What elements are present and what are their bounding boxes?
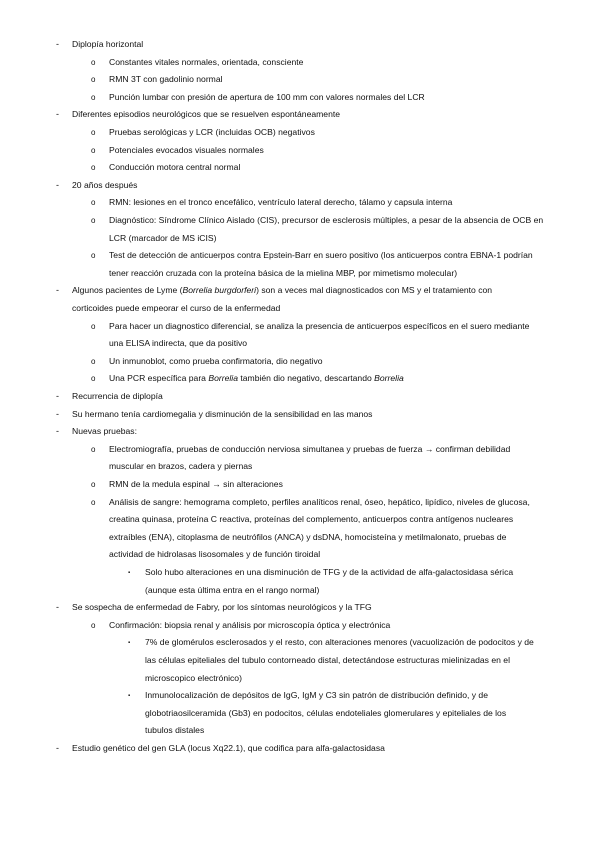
- text-run: microscopico electrónico): [145, 672, 242, 683]
- list-item-line: [109, 74, 223, 85]
- list-item-line: [72, 109, 340, 120]
- list-item-line: [109, 215, 543, 226]
- list-item-line: [109, 497, 530, 508]
- bullet-circle-icon: o: [91, 198, 96, 208]
- italic-text-run: Borrelia: [374, 373, 404, 384]
- list-item-line: [109, 338, 247, 349]
- bullet-square-icon: ▪: [128, 570, 131, 576]
- text-run: Punción lumbar con presión de apertura de 100 mm con valores normales del LCR: [109, 91, 425, 102]
- text-run: Estudio genético del gen GLA (locus Xq22.1), que codifica para alfa-galactosidasa: [72, 743, 385, 753]
- text-run: corticoides puede empeorar el curso de la enfermedad: [72, 303, 281, 313]
- text-run: Su hermano tenía cardiomegalia y disminución de la sensibilidad en las manos: [72, 408, 373, 419]
- list-item-line: [109, 356, 323, 367]
- list-item-line: [109, 250, 533, 261]
- text-run: RMN 3T con gadolinio normal: [109, 74, 223, 85]
- list-item-line: [109, 268, 457, 279]
- list-item-line: [109, 373, 404, 384]
- text-run: extraíbles (ENA), citoplasma de neutrófilos (ANCA) y dsDNA, homocisteína y metilmalonato, pruebas de: [109, 531, 507, 542]
- text-run: Para hacer un diagnostico diferencial, se analiza la presencia de anticuerpos específicos en el suero mediante: [109, 320, 530, 331]
- bullet-circle-icon: o: [91, 444, 96, 454]
- list-item-line: [72, 180, 137, 191]
- bullet-circle-icon: o: [91, 321, 96, 331]
- text-run: muscular en brazos, cadera y piernas: [109, 461, 253, 472]
- list-item-line: [109, 444, 510, 455]
- text-run: 20 años después: [72, 179, 138, 190]
- list-item-line: [145, 655, 510, 666]
- list-item-line: [109, 321, 529, 332]
- bullet-dash-icon: -: [56, 179, 59, 190]
- text-run: Un inmunoblot, como prueba confirmatoria, dio negativo: [109, 355, 323, 366]
- list-item-line: [145, 690, 488, 701]
- bullet-dash-icon: -: [56, 39, 59, 49]
- text-run: ) son a veces mal diagnosticados con MS y el tratamiento con: [256, 285, 493, 296]
- text-run: Potenciales evocados visuales normales: [109, 144, 264, 155]
- text-run: también dio negativo, descartando: [237, 373, 375, 384]
- bullet-dash-icon: -: [56, 285, 59, 296]
- text-run: Una PCR específica para: [109, 373, 209, 384]
- bullet-circle-icon: o: [91, 251, 96, 261]
- text-run: (aunque esta última entra en el rango normal): [145, 584, 320, 595]
- list-item-line: [109, 461, 252, 472]
- bullet-circle-icon: o: [91, 92, 96, 102]
- text-run: tubulos distales: [145, 725, 205, 736]
- text-run: Confirmación: biopsia renal y análisis por microscopía óptica y electrónica: [109, 619, 391, 630]
- bullet-square-icon: ▪: [128, 640, 131, 647]
- text-run: Solo hubo alteraciones en una disminución de TFG y de la actividad de alfa-galactosidasa sérica: [145, 567, 514, 577]
- list-item-line: [109, 162, 240, 173]
- list-item-line: [72, 39, 143, 50]
- text-run: las células epiteliales del tubulo contorneado distal, detectándose estructuras mielinizadas en el: [145, 655, 510, 665]
- bullet-circle-icon: o: [91, 497, 96, 507]
- text-run: Análisis de sangre: hemograma completo, perfiles analíticos renal, óseo, hepático, lipídico, niveles de glucosa,: [109, 496, 530, 507]
- list-item-line: [109, 532, 506, 543]
- list-item-line: [145, 585, 319, 596]
- text-run: creatina quinasa, proteína C reactiva, proteínas del complemento, anticuerpos contra antígenos nucleares: [109, 514, 514, 525]
- list-item-line: [72, 743, 385, 754]
- list-item-line: [109, 514, 513, 525]
- bullet-circle-icon: o: [91, 163, 96, 173]
- text-run: Pruebas serológicas y LCR (incluidas OCB) negativos: [109, 127, 315, 137]
- list-item-line: [109, 479, 283, 490]
- list-item-line: [72, 602, 372, 613]
- text-run: globotriaosilceramida (Gb3) en podocitos, células endoteliales glomerulares y epiteliales de los: [145, 707, 507, 718]
- text-run: Diagnóstico: Síndrome Clínico Aislado (CIS), precursor de esclerosis múltiples, a pesar de la absencia de OCB en: [109, 215, 544, 225]
- list-item-line: [145, 673, 242, 684]
- bullet-square-icon: ▪: [128, 693, 131, 700]
- bullet-circle-icon: o: [91, 216, 96, 225]
- bullet-circle-icon: o: [91, 356, 96, 366]
- bullet-dash-icon: -: [56, 109, 59, 120]
- bullet-circle-icon: o: [91, 145, 96, 155]
- italic-text-run: Borrelia: [208, 373, 238, 384]
- bullet-circle-icon: o: [91, 57, 96, 67]
- text-run: Electromiografía, pruebas de conducción nerviosa simultanea y pruebas de fuerza → confirman debilidad: [109, 443, 511, 454]
- list-item-line: [72, 409, 372, 420]
- text-run: actividad de hidrolasas lisosomales y de función tiroidal: [109, 549, 321, 560]
- list-item-line: [72, 426, 137, 437]
- text-run: tener reacción cruzada con la proteína básica de la mielina MBP, por mimetismo molecular): [109, 267, 458, 278]
- text-run: Conducción motora central normal: [109, 162, 241, 173]
- text-run: Diplopía horizontal: [72, 39, 144, 49]
- text-run: RMN de la medula espinal → sin alteraciones: [109, 479, 283, 489]
- bullet-circle-icon: o: [91, 620, 96, 630]
- list-item-line: [145, 637, 534, 648]
- list-item-line: [109, 145, 264, 156]
- bullet-circle-icon: o: [91, 480, 96, 489]
- bullet-circle-icon: o: [91, 128, 96, 137]
- list-item-line: [72, 285, 492, 296]
- list-item-line: [72, 303, 280, 314]
- text-run: LCR (marcador de MS iCIS): [109, 232, 217, 243]
- text-run: una ELISA indirecta, que da positivo: [109, 338, 248, 349]
- list-item-line: [145, 567, 513, 578]
- text-run: Constantes vitales normales, orientada, consciente: [109, 56, 304, 67]
- italic-text-run: Borrelia burgdorferi: [182, 285, 257, 296]
- list-item-line: [109, 92, 425, 103]
- text-run: Recurrencia de diplopía: [72, 391, 163, 401]
- list-item-line: [145, 725, 204, 736]
- bullet-dash-icon: -: [56, 391, 59, 401]
- text-run: Diferentes episodios neurológicos que se resuelven espontáneamente: [72, 109, 341, 120]
- bullet-dash-icon: -: [56, 408, 59, 419]
- bullet-dash-icon: -: [56, 602, 59, 613]
- bullet-circle-icon: o: [91, 75, 96, 85]
- text-run: Test de detección de anticuerpos contra Epstein-Barr en suero positivo (los anticuerpos contra EBNA-1 podrían: [109, 250, 533, 261]
- list-item-line: [109, 197, 452, 208]
- text-run: 7% de glomérulos esclerosados y el resto, con alteraciones menores (vacuolización de podocitos y de: [145, 637, 534, 648]
- text-run: Nuevas pruebas:: [72, 426, 137, 437]
- list-item-line: [109, 233, 216, 244]
- bullet-circle-icon: o: [91, 374, 96, 384]
- list-item-line: [72, 391, 163, 402]
- list-item-line: [109, 127, 315, 138]
- bullet-dash-icon: -: [56, 426, 59, 437]
- list-item-line: [145, 708, 506, 719]
- text-run: Algunos pacientes de Lyme (: [72, 285, 183, 296]
- bullet-dash-icon: -: [56, 743, 59, 753]
- list-item-line: [109, 620, 390, 631]
- text-run: Se sospecha de enfermedad de Fabry, por los síntomas neurológicos y la TFG: [72, 602, 372, 613]
- text-run: Inmunolocalización de depósitos de IgG, IgM y C3 sin patrón de distribución definido, y de: [145, 690, 488, 701]
- list-item-line: [109, 549, 320, 560]
- list-item-line: [109, 57, 303, 68]
- text-run: RMN: lesiones en el tronco encefálico, ventrículo lateral derecho, tálamo y capsula interna: [109, 197, 453, 208]
